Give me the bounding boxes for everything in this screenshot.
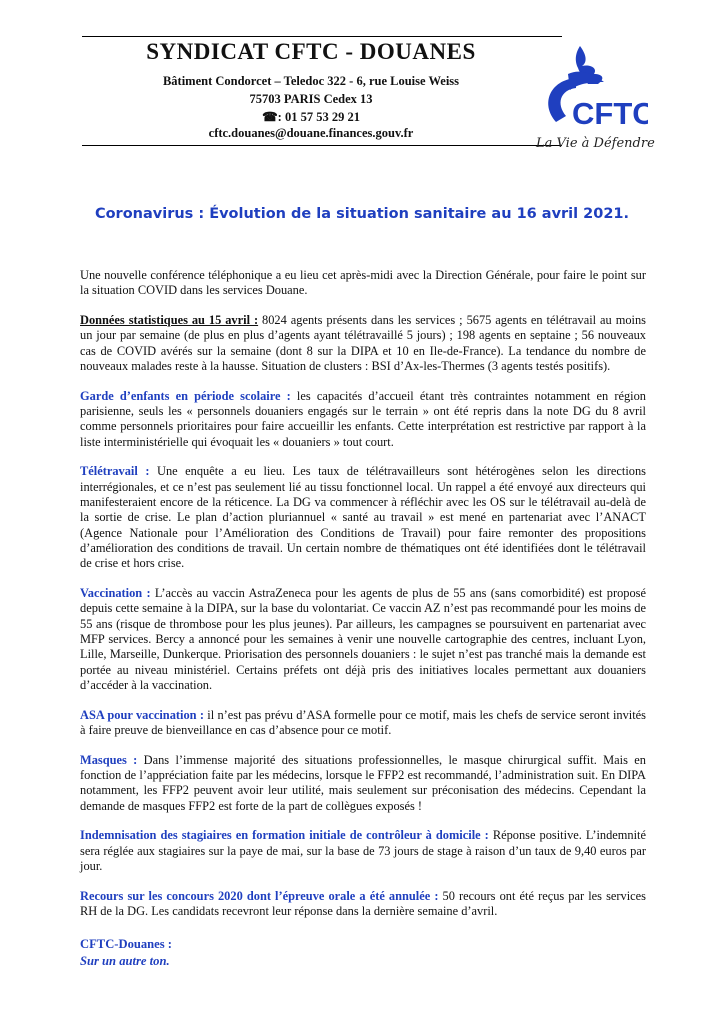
page-title: Coronavirus : Évolution de la situation sanitaire au 16 avril 2021.: [94, 206, 630, 222]
phone-line: ☎: 01 57 53 29 21: [262, 110, 360, 124]
section-vaccination: [80, 586, 646, 693]
section-text: les capacités d’accueil étant très contraintes notamment en région parisienne, seuls les « personnels douaniers engagés sur le terrain » ont été repris dans la note DG du 8 avril comme personnels prioritaires pour faire accueillir les enfants. Cette interprétation est restrictive par rapport à la liste interministérielle qui évoquait les « douaniers » tout court.: [80, 388, 646, 449]
section-telework: [80, 464, 646, 571]
section-asa: [80, 708, 646, 739]
section-text: 50 recours ont été reçus par les services RH de la DG. Les candidats recevront leur réponse dans la dernière semaine d’avril.: [80, 888, 646, 919]
section-text: Réponse positive. L’indemnité sera réglée aux stagiaires sur la paye de mai, sur la base de 73 jours de stage à raison d’un taux de 9,40 euros par jour.: [80, 828, 646, 873]
section-text: il n’est pas prévu d’ASA formelle pour ce motif, mais les chefs de service seront invités à faire preuve de bienveillance en cas d’absence pour ce motif.: [80, 707, 646, 737]
section-trainee-compensation: [80, 828, 646, 874]
phone-icon: ☎: [262, 110, 278, 124]
letterhead: [82, 36, 562, 146]
section-text: 8024 agents présents dans les services ; 5675 agents en télétravail au moins un jour par semaine (de plus en plus d’agents ayant télétravaillé 5 jours) ; 198 agents en septaine ; 56 nouveaux cas de COVID avérés sur la semaine (dont 8 sur la DIPA et 10 en Ile-de-France). La tendance du nombre de nouveaux malades reste à la hausse. Situation de clusters : BSI d’Ax-les-Thermes (3 agents testés positifs).: [80, 313, 646, 373]
address-line-2: 75703 PARIS Cedex 13: [249, 92, 373, 106]
address-line-1: Bâtiment Condorcet – Teledoc 322 - 6, rue Louise Weiss: [162, 74, 460, 88]
section-masks: [80, 753, 646, 814]
article-body: [80, 268, 646, 934]
signature-name: CFTC-Douanes :: [80, 937, 173, 951]
section-label: Recours sur les concours 2020 dont l’épreuve orale a été annulée :: [80, 888, 439, 903]
signature: [80, 936, 172, 970]
phone-number: 01 57 53 29 21: [284, 110, 360, 124]
section-label: Masques :: [80, 752, 138, 767]
logo-wordmark: CFTC: [572, 96, 648, 131]
section-text: Dans l’immense majorité des situations professionnelles, le masque chirurgical suffit. Mais en fonction de l’appréciation faite par les médecins, lorsque le FFP2 est recommandé, l’administration suit. En DIPA notamment, les FFP2 peuvent avoir leur utilité, mais seulement sur préconisation des médecins. Cependant la demande de masques FFP2 est forte de la part de collègues exposés !: [80, 752, 646, 813]
section-text: Une enquête a eu lieu. Les taux de télétravailleurs sont hétérogènes selon les directions interrégionales, et ce n’est pas seulement lié au tissu fonctionnel local. Un rappel a été envoyé aux directeurs qui manifesteraient encore de la réticence. La DG va commencer à réfléchir avec les OS sur le télétravail au-delà de la sortie de crise. Le plan d’action pluriannuel « santé au travail » est mené en partenariat avec l’ANACT (Agence Nationale pour l’Amélioration des Conditions de Travail) pour faire remonter des propositions d’amélioration des conditions de travail. Un certain nombre de thématiques ont été identifiées dont le télétravail de crise et hors crise.: [80, 464, 646, 571]
section-label: Indemnisation des stagiaires en formation initiale de contrôleur à domicile :: [80, 828, 489, 843]
union-title: SYNDICAT CFTC - DOUANES: [146, 39, 476, 64]
section-label: Télétravail :: [80, 464, 150, 479]
intro-paragraph: Une nouvelle conférence téléphonique a eu lieu cet après-midi avec la Direction Générale, pour faire le point sur la situation COVID dans les services Douane.: [80, 268, 646, 298]
email-line[interactable]: cftc.douanes@douane.finances.gouv.fr: [208, 126, 414, 140]
section-text: L’accès au vaccin AstraZeneca pour les agents de plus de 55 ans (sans comorbidité) est proposé depuis cette semaine à la DIPA, sur la base du volontariat. Ce vaccin AZ n’est pas recommandé pour les moins de 55 ans (risque de thrombose pour les plus jeunes). Par ailleurs, les campagnes se poursuivent en partenariat avec MFP services. Bercy a annoncé pour les semaines à venir une nouvelle cartographie des centres, incluant Lyon, Lille, Marseille, Dunkerque. Priorisation des personnels douaniers : le sujet n’est pas tranché mais la demande est portée au niveau ministériel. Certains préfets ont déjà pris des initiatives locales permettant aux douaniers d’accéder à la vaccination.: [80, 586, 647, 692]
cftc-logo: [528, 44, 655, 162]
logo-tagline: La Vie à Défendre: [536, 136, 655, 151]
signature-tagline: Sur un autre ton.: [80, 954, 170, 968]
section-label: Données statistiques au 15 avril :: [80, 313, 259, 328]
section-label: ASA pour vaccination :: [80, 707, 204, 722]
section-exam-appeals: [80, 889, 646, 920]
section-childcare: [80, 389, 646, 450]
section-label: Vaccination :: [80, 586, 151, 601]
section-statistics: [80, 313, 646, 374]
dove-logo-icon: [528, 44, 648, 136]
section-label: Garde d’enfants en période scolaire :: [80, 388, 291, 403]
